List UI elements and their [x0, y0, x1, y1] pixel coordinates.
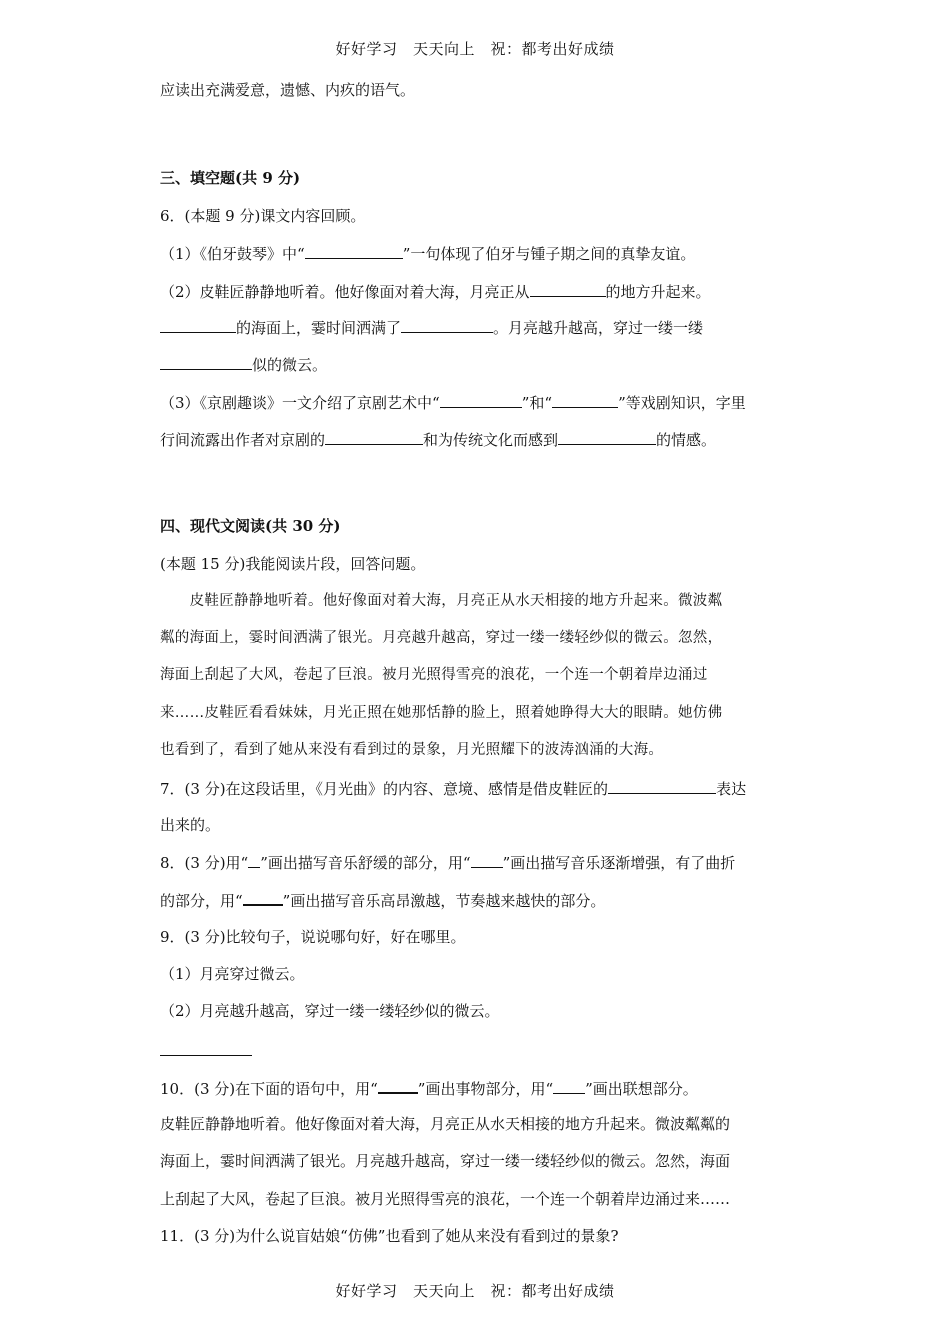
- underline-sample: [471, 852, 503, 868]
- section-4-title: 四、现代文阅读(共 30 分): [160, 517, 341, 535]
- question-10-passage-line: 上刮起了大风，卷起了巨浪。被月光照得雪亮的浪花，一个连一个朝着岸边涌过来……: [160, 1190, 731, 1208]
- underline-sample: [553, 1078, 585, 1094]
- reading-intro: (本题 15 分)我能阅读片段，回答问题。: [160, 555, 426, 573]
- text: （2）皮鞋匠静静地听着。他好像面对着大海，月亮正从: [160, 283, 530, 301]
- text: ”一句体现了伯牙与锺子期之间的真挚友谊。: [402, 245, 696, 263]
- question-6-part-1: [160, 243, 695, 264]
- fill-blank[interactable]: [552, 392, 618, 408]
- question-11: 11．(3 分)为什么说盲姑娘“仿佛”也看到了她从来没有看到过的景象?: [160, 1227, 619, 1245]
- text: 的情感。: [656, 431, 717, 449]
- question-6-part-2-line-1: [160, 281, 711, 302]
- text: ”画出描写音乐舒缓的部分，用“: [260, 854, 471, 872]
- fill-blank[interactable]: [530, 281, 606, 297]
- page-footer: 好好学习 天天向上 祝：都考出好成绩: [335, 1282, 615, 1300]
- fill-blank[interactable]: [160, 354, 252, 370]
- passage-line: 也看到了，看到了她从来没有看到过的景象，月光照耀下的波涛汹涌的大海。: [160, 742, 664, 758]
- text: 7．(3 分)在这段话里，《月光曲》的内容、意境、感情是借皮鞋匠的: [160, 780, 609, 798]
- fill-blank[interactable]: [440, 392, 522, 408]
- text: ”画出联想部分。: [585, 1080, 698, 1098]
- question-6-part-3-line-1: [160, 392, 746, 413]
- fill-blank[interactable]: [325, 429, 423, 445]
- page-header: 好好学习 天天向上 祝：都考出好成绩: [335, 40, 615, 58]
- fill-blank[interactable]: [401, 317, 493, 333]
- question-10-passage-line: 皮鞋匠静静地听着。他好像面对着大海，月亮正从水天相接的地方升起来。微波粼粼的: [160, 1115, 731, 1133]
- text: ”和“: [521, 394, 553, 412]
- text: ”画出事物部分，用“: [417, 1080, 554, 1098]
- text: ”画出描写音乐逐渐增强，有了曲折: [502, 854, 736, 872]
- fill-blank[interactable]: [558, 429, 656, 445]
- text: 。月亮越升越高，穿过一缕一缕: [493, 319, 704, 337]
- underline-sample: [378, 1077, 418, 1094]
- text: 行间流露出作者对京剧的: [160, 431, 326, 449]
- passage-line: 海面上刮起了大风，卷起了巨浪。被月光照得雪亮的浪花，一个连一个朝着岸边涌过: [160, 667, 708, 683]
- text: ”等戏剧知识，字里: [618, 394, 746, 412]
- text: 的地方升起来。: [605, 283, 711, 301]
- text: ”画出描写音乐高昂激越，节奏越来越快的部分。: [282, 892, 606, 910]
- text: 10．(3 分)在下面的语句中，用“: [160, 1080, 378, 1098]
- question-7-line-2: 出来的。: [160, 816, 221, 834]
- text: 的海面上，霎时间洒满了: [236, 319, 402, 337]
- question-6-part-2-line-3: [160, 354, 327, 375]
- text: 8．(3 分)用“: [160, 854, 249, 872]
- text: 和为传统文化而感到: [423, 431, 559, 449]
- question-6-stem: 6．(本题 9 分)课文内容回顾。: [160, 207, 366, 225]
- question-10-passage-line: 海面上，霎时间洒满了银光。月亮越升越高，穿过一缕一缕轻纱似的微云。忽然，海面: [160, 1152, 731, 1170]
- question-9-sentence-1: （1）月亮穿过微云。: [160, 965, 305, 983]
- answer-line: 应读出充满爱意，遗憾、内疚的语气。: [160, 81, 416, 99]
- text: （3）《京剧趣谈》一文介绍了京剧艺术中“: [160, 394, 440, 412]
- passage-line: 来……皮鞋匠看看妹妹，月光正照在她那恬静的脸上，照着她睁得大大的眼睛。她仿佛: [160, 705, 723, 721]
- question-10: [160, 1077, 698, 1099]
- underline-sample: [243, 889, 283, 906]
- fill-blank[interactable]: [305, 243, 403, 259]
- section-3-title: 三、填空题(共 9 分): [160, 169, 301, 187]
- text: （1）《伯牙鼓琴》中“: [160, 245, 305, 263]
- question-9-sentence-2: （2）月亮越升越高，穿过一缕一缕轻纱似的微云。: [160, 1002, 500, 1020]
- question-8-line-2: [160, 889, 605, 911]
- question-9: 9．(3 分)比较句子，说说哪句好，好在哪里。: [160, 928, 466, 946]
- fill-blank[interactable]: [608, 778, 716, 794]
- fill-blank[interactable]: [160, 317, 236, 333]
- passage-line: 皮鞋匠静静地听着。他好像面对着大海，月亮正从水天相接的地方升起来。微波粼: [160, 593, 723, 609]
- answer-blank[interactable]: [160, 1055, 252, 1056]
- passage-line: 粼的海面上，霎时间洒满了银光。月亮越升越高，穿过一缕一缕轻纱似的微云。忽然，: [160, 630, 723, 646]
- question-6-part-2-line-2: [160, 317, 703, 338]
- text: 似的微云。: [252, 356, 328, 374]
- question-6-part-3-line-2: [160, 429, 716, 450]
- text: 表达: [716, 780, 747, 798]
- underline-sample: [248, 852, 260, 868]
- text: 的部分，用“: [160, 892, 243, 910]
- question-8-line-1: [160, 852, 735, 873]
- question-7-line-1: [160, 778, 746, 799]
